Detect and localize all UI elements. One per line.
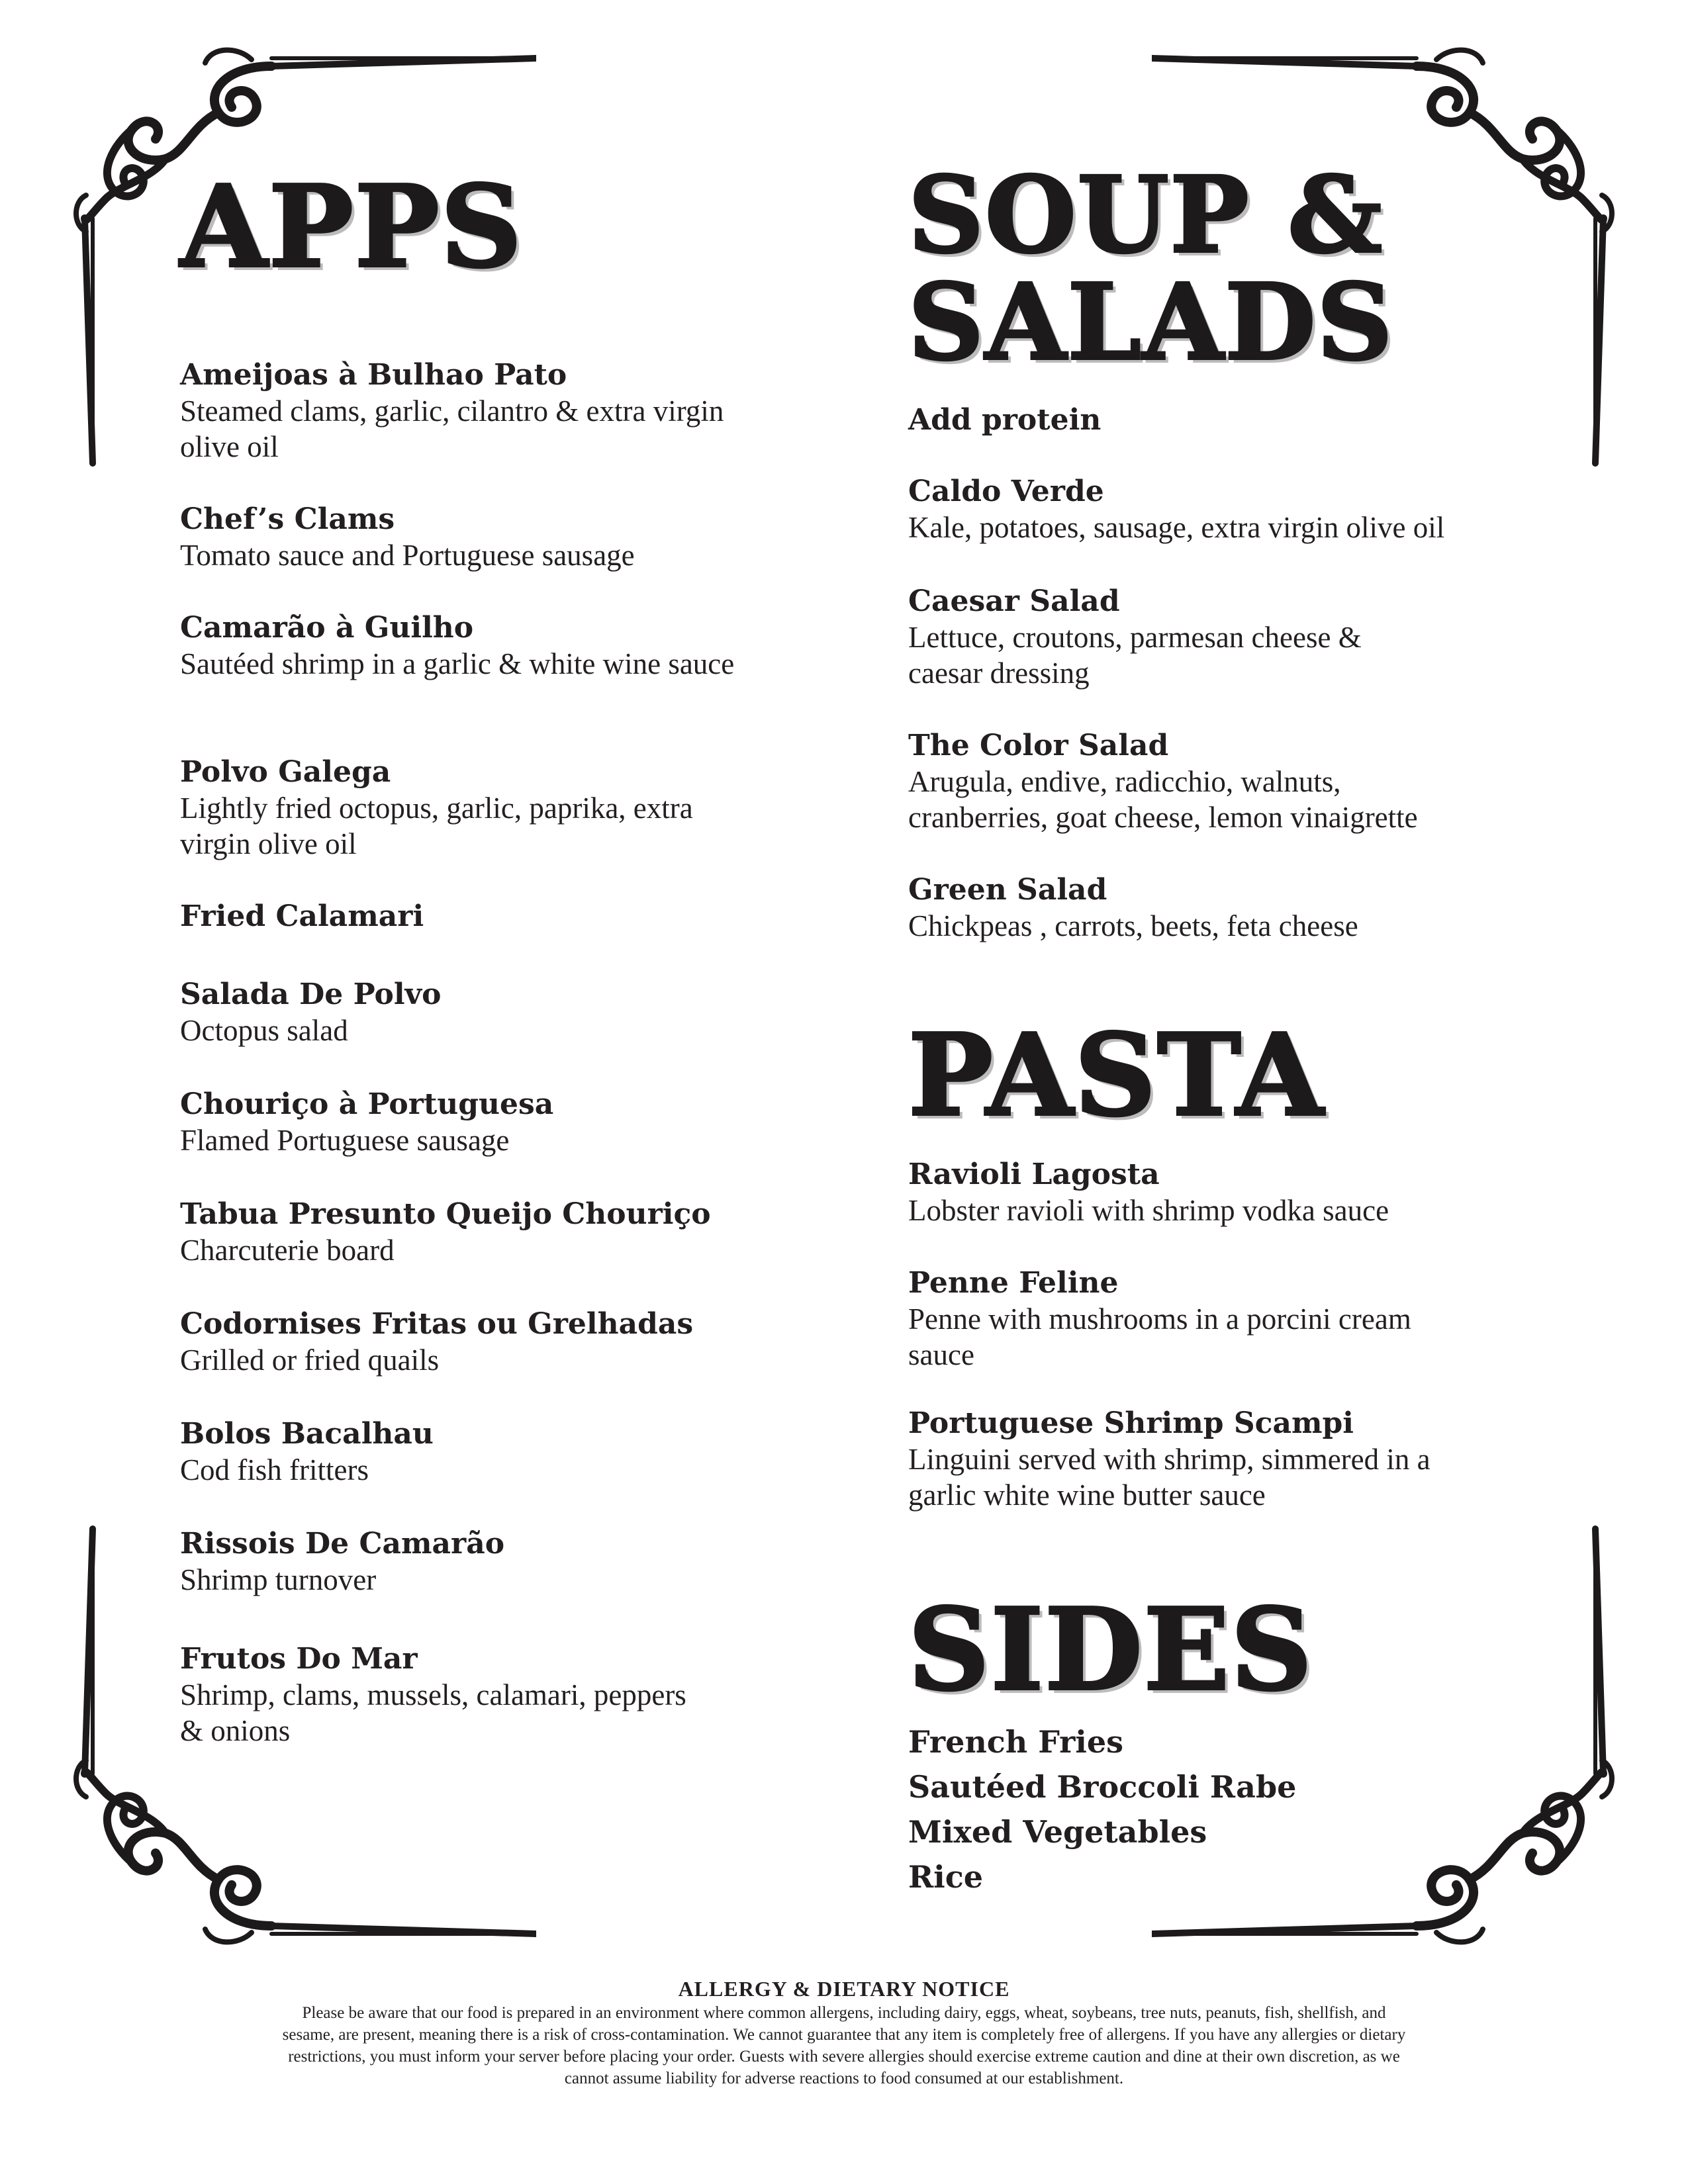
item-desc: garlic white wine butter sauce	[908, 1479, 1266, 1512]
item-desc: Linguini served with shrimp, simmered in a	[908, 1443, 1430, 1476]
item-name: Salada De Polvo	[180, 978, 442, 1011]
item-desc: Lettuce, croutons, parmesan cheese &	[908, 621, 1362, 654]
apps-item	[180, 610, 816, 682]
pasta-item	[908, 1157, 1544, 1228]
apps-item	[180, 754, 816, 862]
item-name: Portuguese Shrimp Scampi	[908, 1406, 1354, 1440]
item-name: Camarão à Guilho	[180, 611, 474, 645]
item-name: Chouriço à Portuguesa	[180, 1087, 554, 1121]
apps-item	[180, 1087, 816, 1158]
item-desc: Steamed clams, garlic, cilantro & extra virgin	[180, 394, 724, 428]
item-desc: Lobster ravioli with shrimp vodka sauce	[908, 1194, 1389, 1227]
apps-item	[180, 899, 816, 934]
item-name: The Color Salad	[908, 729, 1169, 762]
item-desc: Shrimp turnover	[180, 1563, 377, 1596]
allergy-notice-line: restrictions, you must inform your server before placing your order. Guests with severe allergies should exercise extreme caution and dine at their own discretion, as we	[288, 2048, 1400, 2066]
item-desc: sauce	[908, 1338, 974, 1371]
item-desc: Arugula, endive, radicchio, walnuts,	[908, 765, 1341, 798]
item-desc: Tomato sauce and Portuguese sausage	[180, 539, 635, 572]
item-name: Ameijoas à Bulhao Pato	[180, 358, 567, 392]
side-item: Sautéed Broccoli Rabe	[908, 1769, 1297, 1805]
item-desc: Penne with mushrooms in a porcini cream	[908, 1302, 1411, 1336]
soup-salads-item	[908, 728, 1544, 835]
sides-title: SIDES	[908, 1584, 1314, 1716]
item-name: Caesar Salad	[908, 584, 1120, 618]
item-name: Bolos Bacalhau	[180, 1417, 434, 1451]
item-name: Codornises Fritas ou Grelhadas	[180, 1307, 694, 1341]
item-desc: & onions	[180, 1714, 291, 1747]
item-name: Polvo Galega	[180, 755, 391, 789]
soup-salads-title-line: SOUP &	[908, 154, 1383, 277]
soup-salads-item	[908, 872, 1544, 944]
apps-title: APPS	[180, 161, 524, 293]
item-name: Ravioli Lagosta	[908, 1158, 1160, 1191]
pasta-title: PASTA	[908, 1009, 1325, 1142]
apps-item	[180, 1416, 816, 1488]
soup-salads-item	[908, 584, 1544, 691]
item-name: Chef’s Clams	[180, 502, 395, 536]
item-desc: olive oil	[180, 430, 279, 463]
apps-item	[180, 357, 816, 465]
side-item: Mixed Vegetables	[908, 1814, 1207, 1850]
item-desc: Flamed Portuguese sausage	[180, 1124, 510, 1157]
soup-salads-title-line: SALADS	[908, 261, 1394, 384]
item-desc: Grilled or fried quails	[180, 1343, 440, 1377]
pasta-item	[908, 1406, 1544, 1513]
item-name: Frutos Do Mar	[180, 1642, 418, 1676]
item-desc: Cod fish fritters	[180, 1453, 369, 1486]
side-item: French Fries	[908, 1724, 1123, 1760]
allergy-notice-line: cannot assume liability for adverse reactions to food consumed at our establishment.	[564, 2070, 1124, 2087]
item-desc: Sautéed shrimp in a garlic & white wine sauce	[180, 647, 735, 680]
sides-list	[908, 1719, 1544, 1899]
item-name: Fried Calamari	[180, 899, 424, 933]
item-name: Caldo Verde	[908, 475, 1104, 508]
apps-item	[180, 502, 816, 573]
item-name: Rissois De Camarão	[180, 1527, 505, 1561]
item-desc: Kale, potatoes, sausage, extra virgin olive oil	[908, 511, 1445, 544]
item-desc: caesar dressing	[908, 657, 1090, 690]
side-item: Rice	[908, 1859, 983, 1895]
add-protein-note: Add protein	[908, 403, 1102, 437]
allergy-notice	[132, 1976, 1556, 2089]
allergy-notice-title: ALLERGY & DIETARY NOTICE	[678, 1977, 1010, 2001]
soup-salads-item	[908, 474, 1544, 545]
allergy-notice-line: Please be aware that our food is prepared in an environment where common allergens, including dairy, eggs, wheat, soybeans, tree nuts, peanuts, fish, shellfish, and	[302, 2004, 1386, 2022]
allergy-notice-line: sesame, are present, meaning there is a risk of cross-contamination. We cannot guarantee that any item is completely free of allergens. If you have any allergies or dietary	[282, 2026, 1406, 2044]
apps-item	[180, 1641, 816, 1749]
item-desc: Chickpeas , carrots, beets, feta cheese	[908, 909, 1358, 942]
pasta-item	[908, 1265, 1544, 1373]
item-desc: virgin olive oil	[180, 827, 357, 860]
item-name: Green Salad	[908, 873, 1107, 907]
soup-salads-title	[908, 154, 1394, 384]
item-desc: Charcuterie board	[180, 1234, 395, 1267]
item-desc: cranberries, goat cheese, lemon vinaigrette	[908, 801, 1418, 834]
item-desc: Octopus salad	[180, 1014, 348, 1047]
item-desc: Lightly fried octopus, garlic, paprika, extra	[180, 792, 693, 825]
item-name: Tabua Presunto Queijo Chouriço	[180, 1197, 711, 1231]
apps-item	[180, 1197, 816, 1268]
apps-item	[180, 1526, 816, 1598]
item-desc: Shrimp, clams, mussels, calamari, peppers	[180, 1678, 686, 1711]
apps-item	[180, 977, 816, 1048]
apps-item	[180, 1306, 816, 1378]
item-name: Penne Feline	[908, 1266, 1119, 1300]
